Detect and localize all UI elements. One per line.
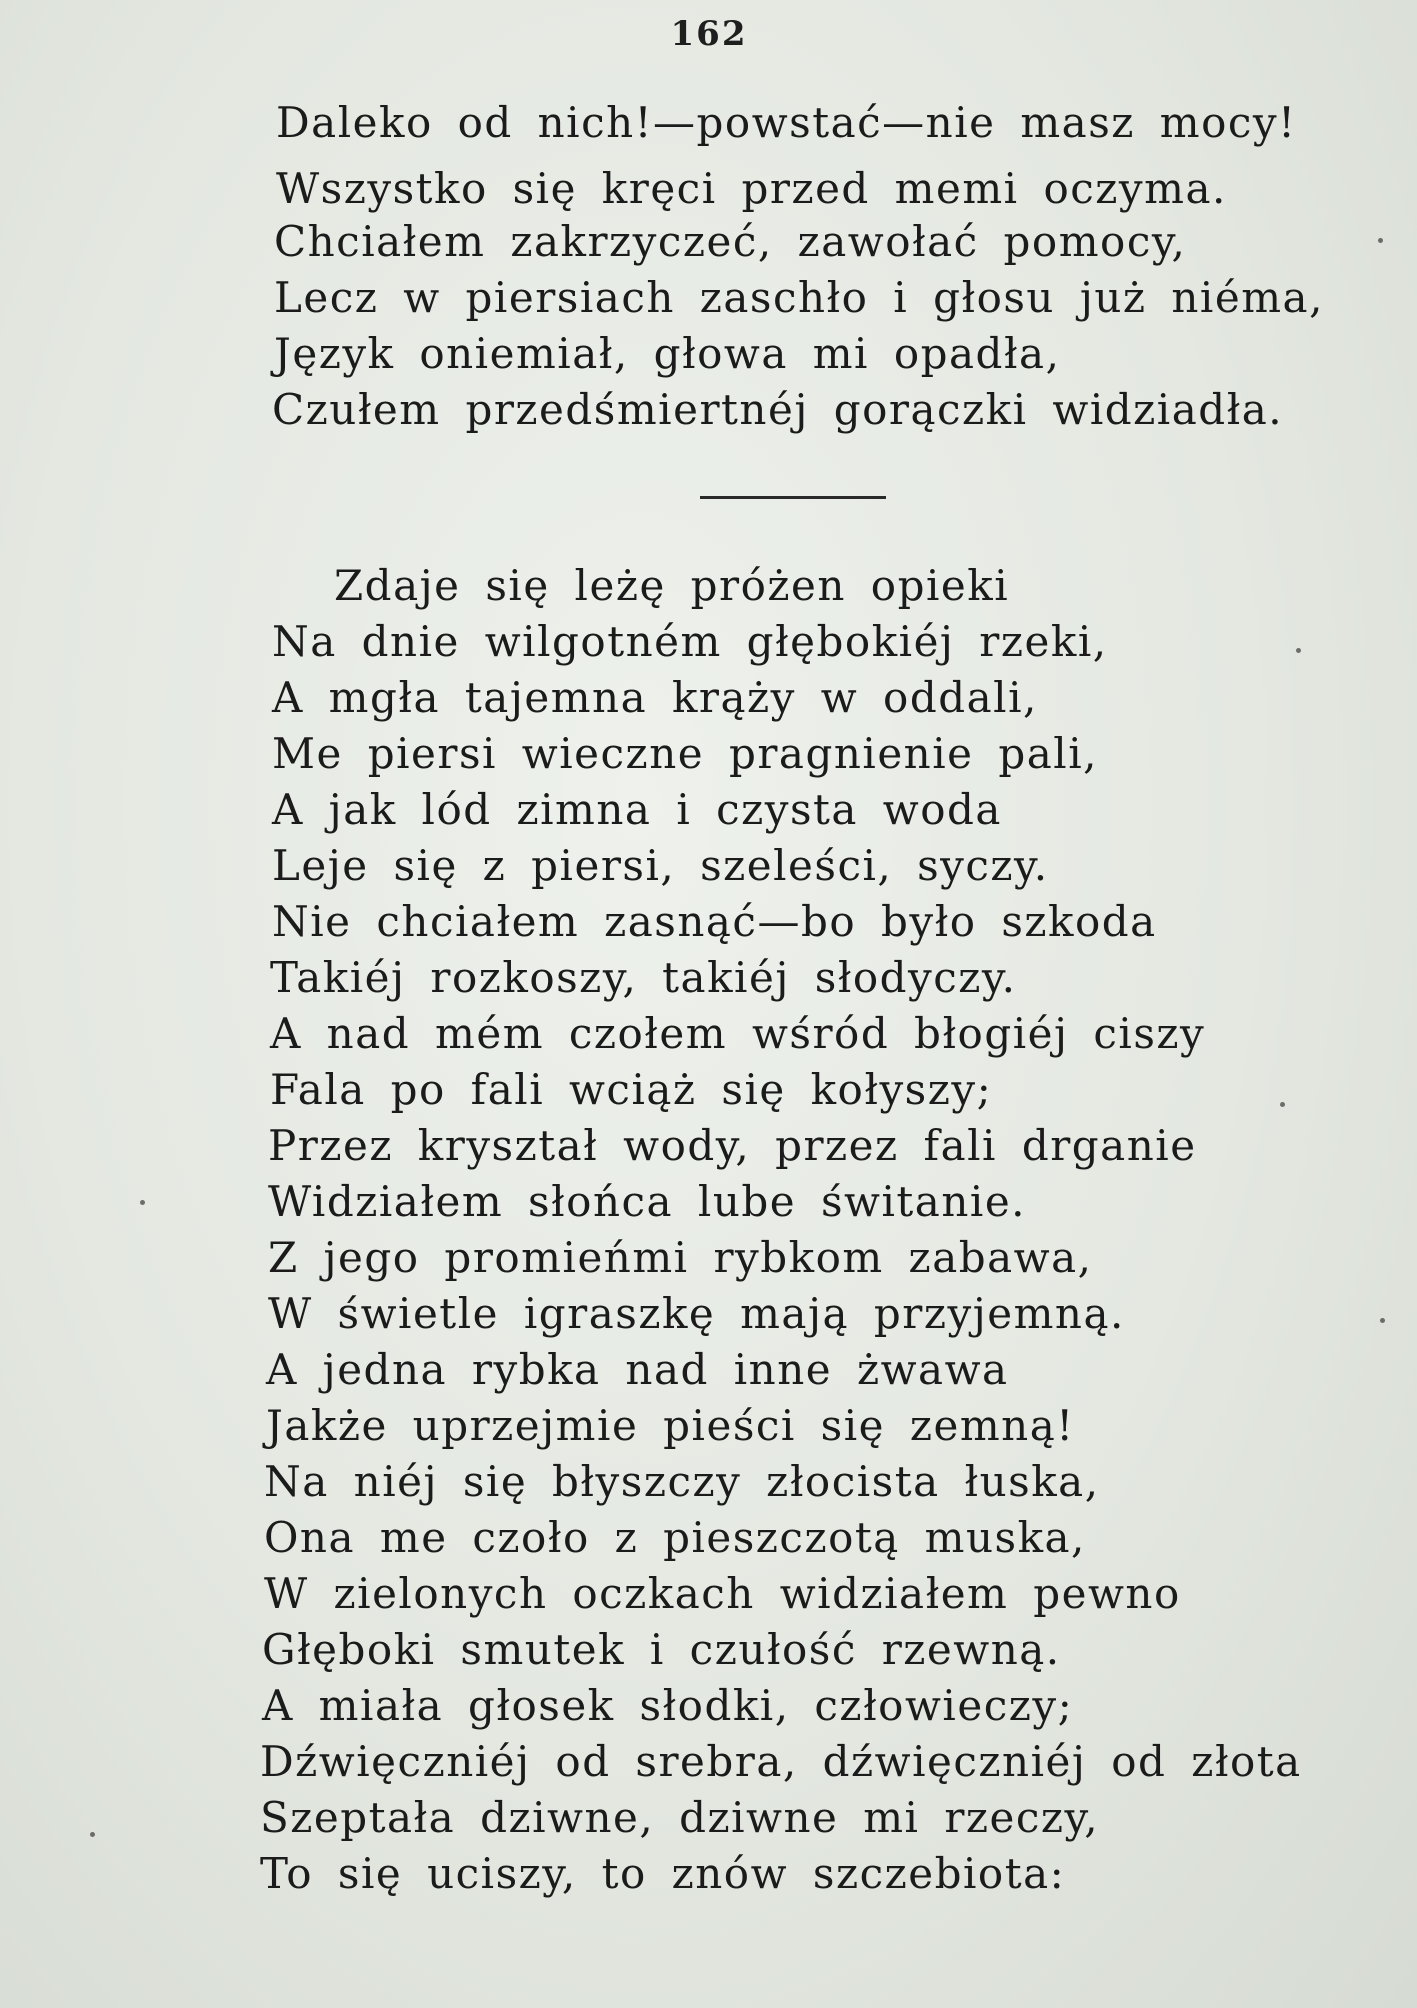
verse-line: Daleko od nich!—powstać—nie masz mocy! (276, 98, 1297, 147)
verse-line: To się uciszy, to znów szczebiota: (260, 1849, 1066, 1898)
verse-line: Szeptała dziwne, dziwne mi rzeczy, (260, 1793, 1100, 1842)
verse-line: Nie chciałem zasnąć—bo było szkoda (272, 897, 1157, 946)
paper-speck (1378, 238, 1383, 243)
paper-speck (1280, 1102, 1285, 1107)
section-divider (700, 496, 886, 499)
page-number: 162 (670, 14, 748, 54)
verse-line: Widziałem słońca lube świtanie. (268, 1177, 1027, 1226)
paper-speck (140, 1200, 145, 1205)
paper-speck (1380, 1318, 1385, 1323)
verse-line: Zdaje się leżę próżen opieki (334, 561, 1010, 610)
verse-line: Głęboki smutek i czułość rzewną. (262, 1625, 1061, 1674)
verse-line: Dźwięczniéj od srebra, dźwięczniéj od złota (260, 1737, 1302, 1786)
verse-line: A jak lód zimna i czysta woda (272, 785, 1002, 834)
verse-line: Wszystko się kręci przed memi oczyma. (276, 164, 1227, 213)
verse-line: Chciałem zakrzyczeć, zawołać pomocy, (274, 217, 1187, 266)
verse-line: W zielonych oczkach widziałem pewno (264, 1569, 1181, 1618)
verse-line: Takiéj rozkoszy, takiéj słodyczy. (270, 953, 1017, 1002)
verse-line: A mgła tajemna krąży w oddali, (272, 673, 1038, 722)
verse-line: Me piersi wieczne pragnienie pali, (272, 729, 1098, 778)
verse-line: Leje się z piersi, szeleści, syczy. (272, 841, 1049, 890)
paper-speck (1296, 648, 1301, 653)
verse-line: Przez kryształ wody, przez fali drganie (268, 1121, 1197, 1170)
verse-line: Fala po fali wciąż się kołyszy; (270, 1065, 993, 1114)
verse-line: Ona me czoło z pieszczotą muska, (264, 1513, 1086, 1562)
verse-line: W świetle igraszkę mają przyjemną. (268, 1289, 1125, 1338)
verse-line: Z jego promieńmi rybkom zabawa, (268, 1233, 1093, 1282)
verse-line: Lecz w piersiach zaschło i głosu już niéma, (274, 273, 1324, 322)
verse-line: Na niéj się błyszczy złocista łuska, (264, 1457, 1100, 1506)
paper-speck (90, 1832, 95, 1837)
verse-line: A jedna rybka nad inne żwawa (266, 1345, 1009, 1394)
verse-line: Jakże uprzejmie pieści się zemną! (266, 1401, 1075, 1450)
verse-line: Język oniemiał, głowa mi opadła, (274, 329, 1061, 378)
verse-line: Czułem przedśmiertnéj gorączki widziadła. (272, 385, 1284, 434)
verse-line: Na dnie wilgotném głębokiéj rzeki, (272, 617, 1108, 666)
verse-line: A nad mém czołem wśród błogiéj ciszy (270, 1009, 1206, 1058)
verse-line: A miała głosek słodki, człowieczy; (262, 1681, 1074, 1730)
